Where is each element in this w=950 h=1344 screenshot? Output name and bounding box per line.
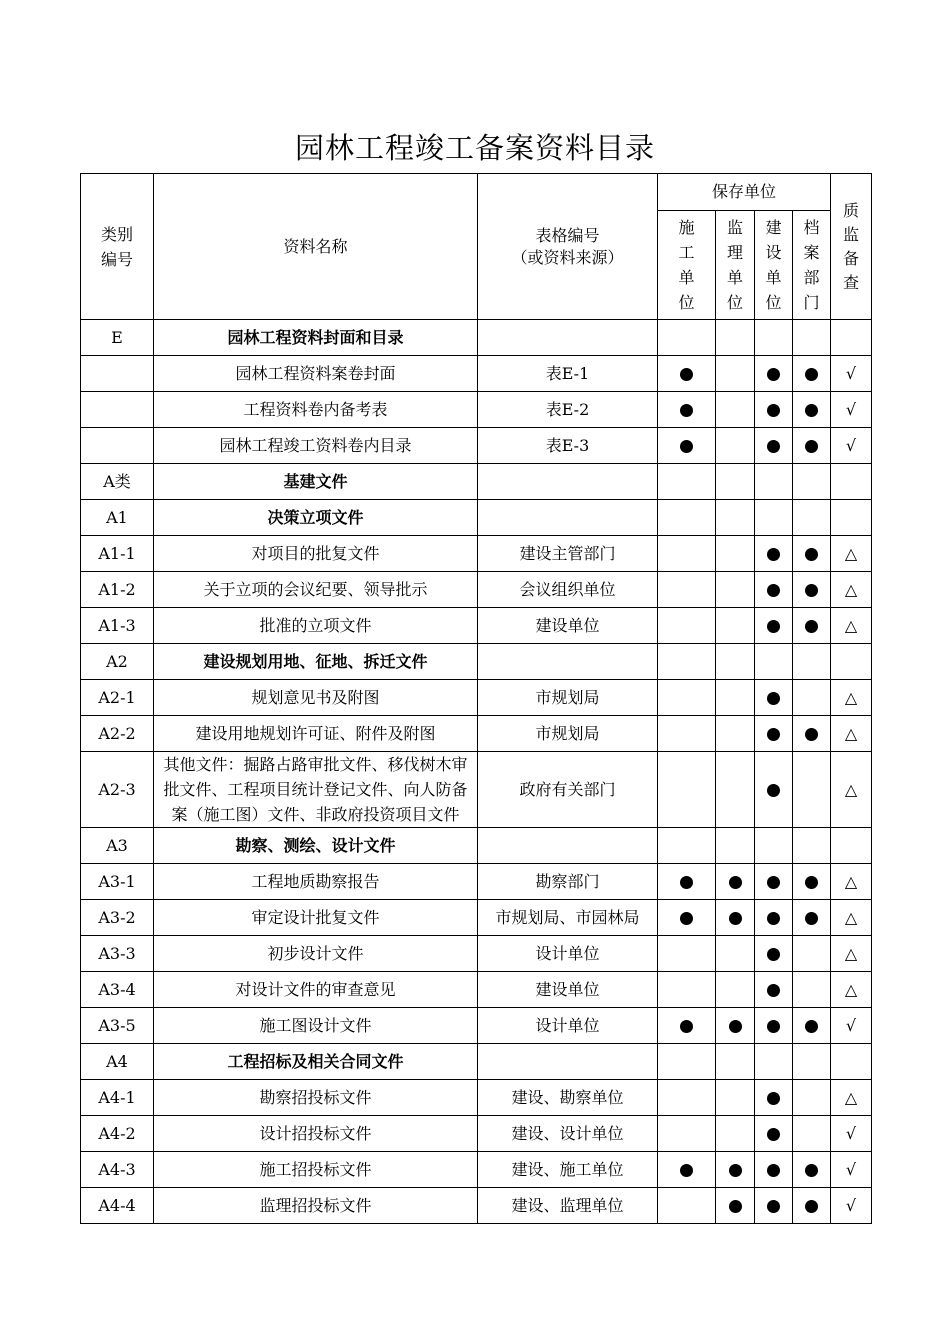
filled-dot-icon <box>805 728 818 741</box>
row-inspection: √ <box>831 1188 872 1224</box>
cell-archives <box>793 900 831 936</box>
header-name-text: 资料名称 <box>283 236 348 256</box>
filled-dot-icon <box>767 1164 780 1177</box>
cell-construction <box>658 900 716 936</box>
row-inspection <box>831 464 872 500</box>
cell-archives <box>793 1116 831 1152</box>
row-inspection <box>831 828 872 864</box>
row-inspection: △ <box>831 572 872 608</box>
cell-owner <box>755 536 793 572</box>
row-source: 市规划局、市园林局 <box>478 900 658 936</box>
cell-construction <box>658 864 716 900</box>
row-code: A4 <box>81 1044 154 1080</box>
section-row <box>81 828 872 864</box>
cell-construction <box>658 1188 716 1224</box>
row-name: 园林工程资料案卷封面 <box>154 356 478 392</box>
cell-construction <box>658 356 716 392</box>
row-name: 建设用地规划许可证、附件及附图 <box>154 716 478 752</box>
filled-dot-icon <box>805 876 818 889</box>
row-name: 对项目的批复文件 <box>154 536 478 572</box>
table-row <box>81 392 872 428</box>
header-unit-supervision <box>716 211 755 320</box>
filled-dot-icon <box>680 912 693 925</box>
row-source: 建设、设计单位 <box>478 1116 658 1152</box>
row-name: 审定设计批复文件 <box>154 900 478 936</box>
row-code: A1 <box>81 500 154 536</box>
cell-owner <box>755 864 793 900</box>
cell-owner <box>755 1116 793 1152</box>
row-name: 初步设计文件 <box>154 936 478 972</box>
cell-supervision <box>716 428 755 464</box>
cell-archives <box>793 936 831 972</box>
cell-owner <box>755 464 793 500</box>
cell-construction <box>658 936 716 972</box>
row-code: A2-2 <box>81 716 154 752</box>
header-unit-archives-text: 档案部门 <box>803 218 820 312</box>
row-inspection: △ <box>831 900 872 936</box>
header-unit-owner <box>755 211 793 320</box>
cell-owner <box>755 936 793 972</box>
filled-dot-icon <box>680 1164 693 1177</box>
row-source: 市规划局 <box>478 716 658 752</box>
header-retention-text: 保存单位 <box>712 182 777 201</box>
row-code: A3 <box>81 828 154 864</box>
table-row <box>81 356 872 392</box>
row-code: A4-3 <box>81 1152 154 1188</box>
row-inspection: △ <box>831 536 872 572</box>
row-code: A3-4 <box>81 972 154 1008</box>
cell-owner <box>755 828 793 864</box>
row-name: 决策立项文件 <box>154 500 478 536</box>
header-unit-archives <box>793 211 831 320</box>
row-source <box>478 464 658 500</box>
cell-construction <box>658 392 716 428</box>
cell-construction <box>658 644 716 680</box>
cell-owner <box>755 1152 793 1188</box>
row-source: 设计单位 <box>478 936 658 972</box>
row-inspection: △ <box>831 752 872 828</box>
filled-dot-icon <box>767 984 780 997</box>
section-row <box>81 320 872 356</box>
cell-construction <box>658 608 716 644</box>
row-code: A3-3 <box>81 936 154 972</box>
cell-supervision <box>716 356 755 392</box>
row-name: 勘察、测绘、设计文件 <box>154 828 478 864</box>
filled-dot-icon <box>805 584 818 597</box>
cell-supervision <box>716 828 755 864</box>
filled-dot-icon <box>767 1092 780 1105</box>
section-row <box>81 464 872 500</box>
filled-dot-icon <box>767 584 780 597</box>
row-inspection: △ <box>831 608 872 644</box>
cell-supervision <box>716 752 755 828</box>
row-inspection: √ <box>831 392 872 428</box>
header-unit-supervision-text: 监理单位 <box>727 218 744 312</box>
row-source <box>478 1044 658 1080</box>
row-code <box>81 428 154 464</box>
cell-construction <box>658 828 716 864</box>
row-inspection: △ <box>831 716 872 752</box>
row-code: A4-2 <box>81 1116 154 1152</box>
cell-supervision <box>716 1080 755 1116</box>
row-source <box>478 828 658 864</box>
cell-supervision <box>716 716 755 752</box>
cell-construction <box>658 320 716 356</box>
cell-owner <box>755 1044 793 1080</box>
cell-construction <box>658 428 716 464</box>
row-inspection: △ <box>831 864 872 900</box>
row-code: A3-1 <box>81 864 154 900</box>
row-source: 建设、施工单位 <box>478 1152 658 1188</box>
row-source: 设计单位 <box>478 1008 658 1044</box>
cell-archives <box>793 392 831 428</box>
filled-dot-icon <box>729 876 742 889</box>
row-inspection <box>831 500 872 536</box>
filled-dot-icon <box>767 912 780 925</box>
cell-archives <box>793 320 831 356</box>
table-row <box>81 680 872 716</box>
table-row <box>81 1008 872 1044</box>
row-name: 建设规划用地、征地、拆迁文件 <box>154 644 478 680</box>
row-name: 勘察招投标文件 <box>154 1080 478 1116</box>
filled-dot-icon <box>767 548 780 561</box>
cell-owner <box>755 500 793 536</box>
filled-dot-icon <box>680 440 693 453</box>
cell-owner <box>755 356 793 392</box>
catalog-table <box>80 173 872 1224</box>
cell-supervision <box>716 1008 755 1044</box>
cell-construction <box>658 1152 716 1188</box>
cell-supervision <box>716 972 755 1008</box>
filled-dot-icon <box>805 440 818 453</box>
row-inspection: △ <box>831 1080 872 1116</box>
cell-owner <box>755 320 793 356</box>
cell-construction <box>658 500 716 536</box>
row-code: A1-3 <box>81 608 154 644</box>
cell-construction <box>658 1008 716 1044</box>
filled-dot-icon <box>680 404 693 417</box>
cell-archives <box>793 428 831 464</box>
cell-archives <box>793 864 831 900</box>
row-inspection: △ <box>831 936 872 972</box>
table-row <box>81 900 872 936</box>
row-inspection <box>831 1044 872 1080</box>
row-inspection: √ <box>831 1152 872 1188</box>
filled-dot-icon <box>805 404 818 417</box>
row-source: 建设、监理单位 <box>478 1188 658 1224</box>
cell-supervision <box>716 644 755 680</box>
row-name: 工程招标及相关合同文件 <box>154 1044 478 1080</box>
table-row <box>81 972 872 1008</box>
filled-dot-icon <box>729 1200 742 1213</box>
filled-dot-icon <box>767 620 780 633</box>
row-code: E <box>81 320 154 356</box>
table-body <box>81 320 872 1224</box>
header-inspection <box>831 174 872 320</box>
cell-supervision <box>716 1116 755 1152</box>
table-row <box>81 752 872 828</box>
row-source: 表E-3 <box>478 428 658 464</box>
filled-dot-icon <box>805 620 818 633</box>
section-row <box>81 1044 872 1080</box>
page-title: 园林工程竣工备案资料目录 <box>294 131 655 165</box>
row-source: 建设单位 <box>478 972 658 1008</box>
cell-archives <box>793 1044 831 1080</box>
cell-supervision <box>716 900 755 936</box>
filled-dot-icon <box>805 1200 818 1213</box>
cell-owner <box>755 972 793 1008</box>
header-retention <box>658 174 831 211</box>
row-name: 施工招投标文件 <box>154 1152 478 1188</box>
cell-owner <box>755 752 793 828</box>
section-row <box>81 500 872 536</box>
cell-owner <box>755 716 793 752</box>
filled-dot-icon <box>805 1164 818 1177</box>
cell-supervision <box>716 536 755 572</box>
row-code: A4-4 <box>81 1188 154 1224</box>
row-name: 设计招投标文件 <box>154 1116 478 1152</box>
section-row <box>81 644 872 680</box>
row-inspection: △ <box>831 680 872 716</box>
cell-owner <box>755 428 793 464</box>
cell-construction <box>658 1080 716 1116</box>
cell-construction <box>658 752 716 828</box>
cell-archives <box>793 972 831 1008</box>
row-name: 园林工程资料封面和目录 <box>154 320 478 356</box>
filled-dot-icon <box>805 368 818 381</box>
cell-supervision <box>716 1188 755 1224</box>
row-name: 对设计文件的审查意见 <box>154 972 478 1008</box>
row-source: 表E-1 <box>478 356 658 392</box>
filled-dot-icon <box>767 368 780 381</box>
filled-dot-icon <box>680 368 693 381</box>
row-source: 市规划局 <box>478 680 658 716</box>
cell-supervision <box>716 500 755 536</box>
row-source <box>478 500 658 536</box>
filled-dot-icon <box>805 1020 818 1033</box>
row-name: 园林工程竣工资料卷内目录 <box>154 428 478 464</box>
filled-dot-icon <box>805 548 818 561</box>
table-row <box>81 716 872 752</box>
row-inspection: √ <box>831 428 872 464</box>
cell-archives <box>793 1152 831 1188</box>
row-name: 批准的立项文件 <box>154 608 478 644</box>
header-unit-construction-text: 施工单位 <box>678 218 695 312</box>
cell-archives <box>793 1080 831 1116</box>
cell-construction <box>658 972 716 1008</box>
row-source: 勘察部门 <box>478 864 658 900</box>
row-name: 其他文件：掘路占路审批文件、移伐树木审批文件、工程项目统计登记文件、向人防备案（施工图）文件、非政府投资项目文件 <box>154 752 478 828</box>
table-row <box>81 536 872 572</box>
cell-archives <box>793 644 831 680</box>
row-code: A4-1 <box>81 1080 154 1116</box>
cell-construction <box>658 1116 716 1152</box>
filled-dot-icon <box>767 948 780 961</box>
row-name: 工程资料卷内备考表 <box>154 392 478 428</box>
cell-owner <box>755 1080 793 1116</box>
row-source <box>478 320 658 356</box>
cell-archives <box>793 608 831 644</box>
row-name: 施工图设计文件 <box>154 1008 478 1044</box>
row-name: 规划意见书及附图 <box>154 680 478 716</box>
row-inspection: △ <box>831 972 872 1008</box>
row-name: 监理招投标文件 <box>154 1188 478 1224</box>
cell-supervision <box>716 608 755 644</box>
cell-supervision <box>716 464 755 500</box>
row-code: A2-1 <box>81 680 154 716</box>
row-source <box>478 644 658 680</box>
cell-construction <box>658 680 716 716</box>
cell-archives <box>793 716 831 752</box>
cell-supervision <box>716 864 755 900</box>
cell-supervision <box>716 936 755 972</box>
filled-dot-icon <box>680 1020 693 1033</box>
row-code: A2-3 <box>81 752 154 828</box>
cell-construction <box>658 572 716 608</box>
cell-archives <box>793 828 831 864</box>
filled-dot-icon <box>767 784 780 797</box>
cell-owner <box>755 392 793 428</box>
table-row <box>81 1116 872 1152</box>
row-code: A3-2 <box>81 900 154 936</box>
row-code: A2 <box>81 644 154 680</box>
cell-owner <box>755 1008 793 1044</box>
table-row <box>81 608 872 644</box>
cell-archives <box>793 500 831 536</box>
row-name: 基建文件 <box>154 464 478 500</box>
filled-dot-icon <box>767 876 780 889</box>
row-inspection: √ <box>831 356 872 392</box>
cell-supervision <box>716 392 755 428</box>
cell-archives <box>793 356 831 392</box>
row-source: 政府有关部门 <box>478 752 658 828</box>
row-source: 建设主管部门 <box>478 536 658 572</box>
filled-dot-icon <box>680 876 693 889</box>
cell-supervision <box>716 680 755 716</box>
table-row <box>81 936 872 972</box>
header-unit-construction <box>658 211 716 320</box>
table-row <box>81 428 872 464</box>
cell-archives <box>793 1008 831 1044</box>
row-code <box>81 392 154 428</box>
row-source: 表E-2 <box>478 392 658 428</box>
cell-construction <box>658 464 716 500</box>
header-inspection-text: 质监备查 <box>843 200 860 292</box>
cell-archives <box>793 752 831 828</box>
row-source: 会议组织单位 <box>478 572 658 608</box>
row-name: 关于立项的会议纪要、领导批示 <box>154 572 478 608</box>
row-inspection: √ <box>831 1008 872 1044</box>
cell-construction <box>658 536 716 572</box>
header-form-code <box>478 174 658 320</box>
table-row <box>81 1188 872 1224</box>
row-source: 建设、勘察单位 <box>478 1080 658 1116</box>
row-source: 建设单位 <box>478 608 658 644</box>
cell-owner <box>755 900 793 936</box>
filled-dot-icon <box>805 912 818 925</box>
row-code: A3-5 <box>81 1008 154 1044</box>
cell-owner <box>755 608 793 644</box>
filled-dot-icon <box>729 1020 742 1033</box>
header-category-code-text: 类别 编号 <box>100 224 133 269</box>
row-code: A1-2 <box>81 572 154 608</box>
cell-supervision <box>716 572 755 608</box>
cell-archives <box>793 536 831 572</box>
row-code: A1-1 <box>81 536 154 572</box>
cell-owner <box>755 680 793 716</box>
filled-dot-icon <box>729 1164 742 1177</box>
filled-dot-icon <box>767 728 780 741</box>
header-form-code-line2: （或资料来源） <box>511 247 624 267</box>
cell-owner <box>755 1188 793 1224</box>
table-row <box>81 864 872 900</box>
row-code <box>81 356 154 392</box>
cell-supervision <box>716 1152 755 1188</box>
filled-dot-icon <box>767 1020 780 1033</box>
cell-owner <box>755 572 793 608</box>
cell-archives <box>793 680 831 716</box>
cell-construction <box>658 716 716 752</box>
header-unit-owner-text: 建设单位 <box>765 218 782 312</box>
cell-construction <box>658 1044 716 1080</box>
row-code: A类 <box>81 464 154 500</box>
cell-archives <box>793 1188 831 1224</box>
filled-dot-icon <box>767 404 780 417</box>
row-inspection: √ <box>831 1116 872 1152</box>
filled-dot-icon <box>767 692 780 705</box>
cell-supervision <box>716 1044 755 1080</box>
header-name <box>154 174 478 320</box>
table-row <box>81 1152 872 1188</box>
filled-dot-icon <box>767 1128 780 1141</box>
cell-archives <box>793 464 831 500</box>
filled-dot-icon <box>767 1200 780 1213</box>
filled-dot-icon <box>729 912 742 925</box>
table-row <box>81 1080 872 1116</box>
table-row <box>81 572 872 608</box>
header-form-code-line1: 表格编号 <box>535 225 600 245</box>
row-inspection <box>831 320 872 356</box>
cell-supervision <box>716 320 755 356</box>
filled-dot-icon <box>767 440 780 453</box>
cell-archives <box>793 572 831 608</box>
row-name: 工程地质勘察报告 <box>154 864 478 900</box>
header-category-code <box>81 174 154 320</box>
row-inspection <box>831 644 872 680</box>
cell-owner <box>755 644 793 680</box>
